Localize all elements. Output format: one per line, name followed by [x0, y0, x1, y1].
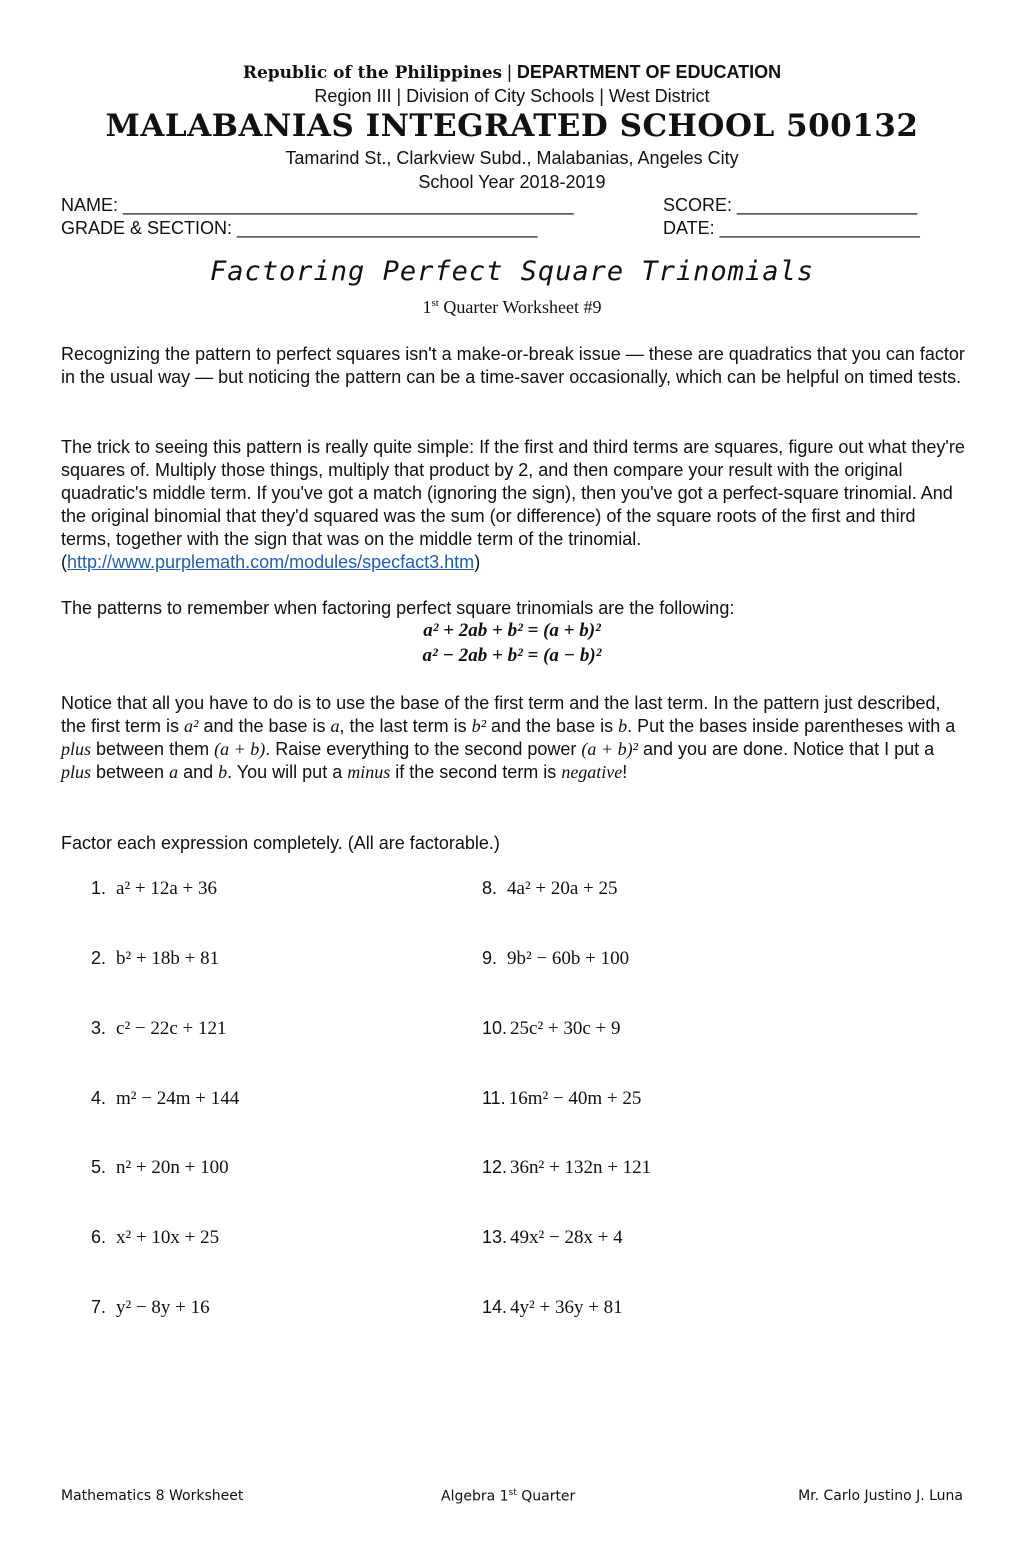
department-text: DEPARTMENT OF EDUCATION — [516, 62, 782, 82]
math-b-2: b — [218, 762, 228, 782]
problem-item — [91, 878, 217, 900]
trick-paragraph: The trick to seeing this pattern is really quite simple: If the first and third terms are squares, figure out what they're squares of. Multiply those things, multiply that product by 2, and then compare your result with the original quadratic's middle term. If you've got a match (ignoring the sign), then you've got a perfect-square trinomial. And the original binomial that they'd squared was the sum (or difference) of the square roots of the first and third terms, together with the sign that was on the middle term of the trinomial. (http://www.purplemath.com/modules/specfact3.htm) — [61, 437, 965, 572]
notice-text-13: ! — [622, 762, 628, 782]
school-name: MALABANIAS INTEGRATED SCHOOL 500132 — [105, 108, 919, 144]
math-b: b — [618, 716, 628, 736]
republic-text: Republic of the Philippines — [242, 63, 503, 83]
footer-center-post: Quarter — [516, 1488, 576, 1505]
region-line: Region III | Division of City Schools | West District — [314, 86, 710, 106]
problem-number: 3. — [91, 1018, 107, 1038]
problem-expression: b² + 18b + 81 — [116, 948, 220, 969]
notice-text-11: . You will put a — [227, 762, 348, 782]
problem-expression: 16m² − 40m + 25 — [508, 1088, 642, 1109]
problem-item — [482, 948, 629, 970]
problem-number: 12. — [482, 1157, 508, 1177]
school-year: School Year 2018-2019 — [418, 172, 606, 192]
date-label: DATE: — [663, 218, 715, 238]
math-a: a — [330, 716, 340, 736]
math-minus: minus — [347, 762, 391, 782]
school-address: Tamarind St., Clarkview Subd., Malabanias, Angeles City — [285, 148, 739, 168]
problem-expression: y² − 8y + 16 — [116, 1297, 210, 1318]
problem-expression: 49x² − 28x + 4 — [510, 1227, 623, 1248]
name-label: NAME: — [61, 195, 119, 215]
date-line[interactable]: ____________________ — [719, 218, 920, 238]
notice-text-2: and the base is — [198, 716, 331, 736]
subtitle-rest: Quarter Worksheet #9 — [438, 297, 602, 317]
problem-number: 1. — [91, 878, 107, 898]
footer-right: Mr. Carlo Justino J. Luna — [798, 1488, 963, 1504]
math-plus: plus — [61, 739, 92, 759]
problem-expression: 36n² + 132n + 121 — [510, 1157, 652, 1178]
math-b-squared: b² — [471, 716, 486, 736]
notice-text-10: and — [178, 762, 219, 782]
problem-number: 10. — [482, 1018, 508, 1038]
problem-expression: n² + 20n + 100 — [116, 1157, 229, 1178]
notice-text-6: between them — [91, 739, 215, 759]
problem-number: 11. — [482, 1088, 506, 1108]
formula-sum: a² + 2ab + b² = (a + b)² — [423, 620, 601, 641]
problem-number: 8. — [482, 878, 498, 898]
problem-number: 14. — [482, 1297, 508, 1317]
problem-item — [482, 1088, 641, 1110]
problem-expression: 4y² + 36y + 81 — [510, 1297, 623, 1318]
name-field[interactable] — [61, 195, 574, 216]
formula-difference: a² − 2ab + b² = (a − b)² — [422, 645, 602, 666]
problem-expression: a² + 12a + 36 — [116, 878, 218, 899]
notice-text-4: and the base is — [485, 716, 619, 736]
math-a-plus-b-squared: (a + b)² — [581, 739, 638, 759]
footer-left: Mathematics 8 Worksheet — [61, 1488, 244, 1504]
problem-expression: 4a² + 20a + 25 — [507, 878, 618, 899]
notice-text-7: . Raise everything to the second power — [265, 739, 582, 759]
problem-item — [91, 1157, 229, 1179]
problem-item — [482, 1227, 623, 1249]
score-line[interactable]: __________________ — [737, 195, 918, 215]
problem-expression: m² − 24m + 144 — [116, 1088, 240, 1109]
footer-center-pre: Algebra 1 — [441, 1488, 509, 1505]
problem-item — [482, 878, 618, 900]
problem-number: 7. — [91, 1297, 107, 1317]
problem-expression: 25c² + 30c + 9 — [510, 1018, 621, 1039]
grade-section-line[interactable]: ______________________________ — [237, 218, 538, 238]
purplemath-link[interactable]: http://www.purplemath.com/modules/specfact3.htm — [67, 552, 475, 572]
math-a-plus-b: (a + b) — [214, 739, 266, 759]
problem-expression: 9b² − 60b + 100 — [507, 948, 630, 969]
math-a-2: a — [169, 762, 179, 782]
trick-text: The trick to seeing this pattern is really quite simple: If the first and third terms are squares, figure out what they're squares of. Multiply those things, multiply that product by 2, and then compare your result with the original quadratic's middle term. If you've got a match (ignoring the sign), then you've got a perfect-square trinomial. And the original binomial that they'd squared was the sum (or difference) of the square roots of the first and third terms, together with the sign that was on the middle term of the trinomial. — [61, 437, 965, 549]
score-label: SCORE: — [663, 195, 733, 215]
date-field[interactable] — [663, 218, 920, 239]
problem-number: 6. — [91, 1227, 107, 1247]
problem-number: 9. — [482, 948, 498, 968]
problem-number: 13. — [482, 1227, 508, 1247]
worksheet-title: Factoring Perfect Square Trinomials — [210, 256, 814, 287]
problem-item — [482, 1297, 623, 1319]
intro-paragraph: Recognizing the pattern to perfect squares isn't a make-or-break issue — these are quadratics that you can factor in the usual way — but noticing the pattern can be a time-saver occasionally, which can be helpful on timed tests. — [61, 344, 965, 387]
subtitle-ordinal: 1 — [422, 297, 432, 317]
problem-expression: c² − 22c + 121 — [116, 1018, 227, 1039]
math-negative: negative — [561, 762, 623, 782]
problem-item — [91, 1088, 239, 1110]
problem-number: 5. — [91, 1157, 107, 1177]
notice-text-1: Notice that all you have to do is to use the base of the first term and the last term. In the pattern just described, the first term is — [61, 693, 941, 736]
math-a-squared: a² — [184, 716, 199, 736]
problem-expression: x² + 10x + 25 — [116, 1227, 220, 1248]
problem-number: 2. — [91, 948, 107, 968]
subtitle-suffix: st — [431, 297, 439, 309]
header-separator: | — [507, 62, 512, 82]
notice-text-8: and you are done. Notice that I put a — [637, 739, 935, 759]
worksheet-subtitle — [0, 297, 1024, 318]
problem-item — [91, 948, 219, 970]
header-line-1 — [0, 62, 1024, 83]
footer-center — [441, 1488, 575, 1505]
grade-section-field[interactable] — [61, 218, 537, 239]
problem-item — [91, 1227, 219, 1249]
notice-text-5: . Put the bases inside parentheses with a — [627, 716, 956, 736]
notice-text-12: if the second term is — [390, 762, 562, 782]
problem-item — [482, 1157, 651, 1179]
problem-item — [91, 1018, 227, 1040]
notice-text-9: between — [91, 762, 170, 782]
notice-text-3: , the last term is — [339, 716, 472, 736]
notice-paragraph — [61, 692, 966, 784]
grade-section-label: GRADE & SECTION: — [61, 218, 233, 238]
problem-item — [482, 1018, 621, 1040]
score-field[interactable] — [663, 195, 917, 216]
problem-item — [91, 1297, 210, 1319]
problem-number: 4. — [91, 1088, 107, 1108]
name-line[interactable]: _____________________________________________ — [123, 195, 574, 215]
instruction-text: Factor each expression completely. (All are factorable.) — [61, 833, 500, 853]
math-plus-2: plus — [61, 762, 92, 782]
patterns-intro: The patterns to remember when factoring perfect square trinomials are the following: — [61, 598, 735, 618]
footer-center-sup: st — [508, 1488, 517, 1498]
